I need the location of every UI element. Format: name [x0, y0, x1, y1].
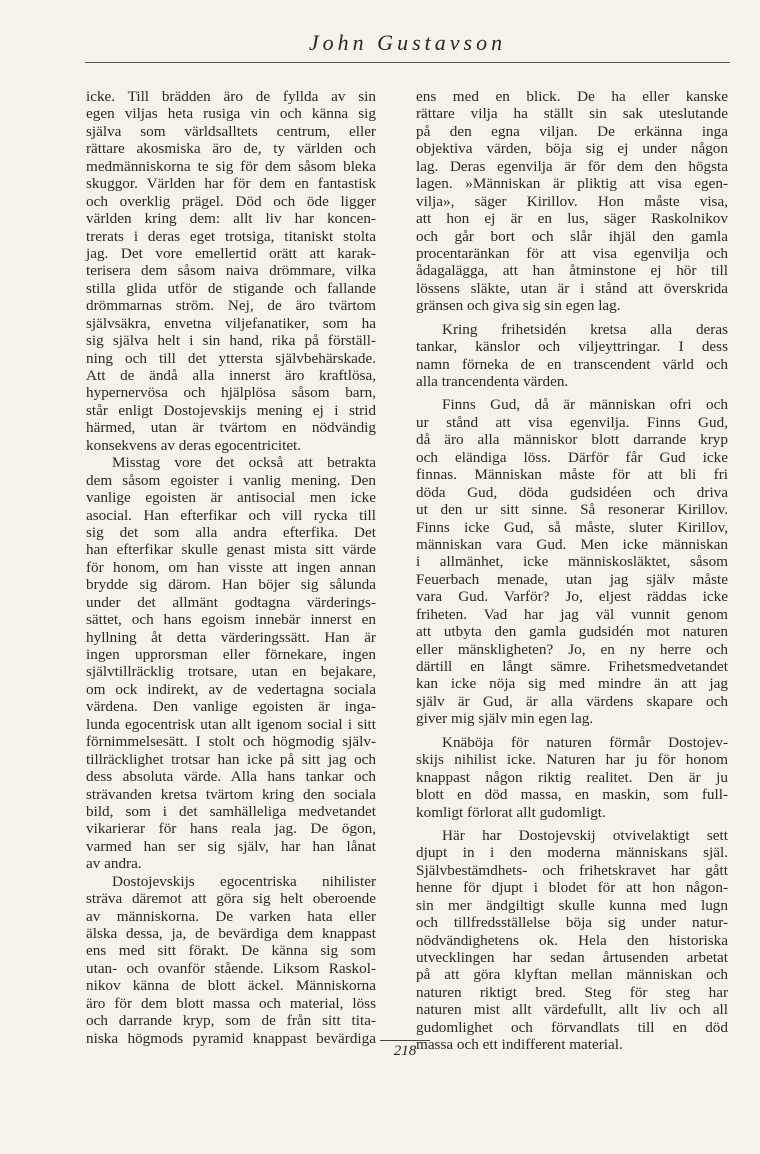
text-line: och overklig prägel. Död och öde ligger	[86, 192, 376, 210]
text-line: trerats i deras eget trotsiga, titaniskt stolta	[86, 227, 376, 245]
text-line: ning och till det yttersta självbehärskade.	[86, 349, 376, 367]
text-line: av andra.	[86, 855, 142, 873]
text-line: för honom, om han visste att ingen annan	[86, 558, 376, 576]
paragraph	[416, 88, 728, 315]
text-line: jag. Det vore emellertid orätt att karak-	[86, 244, 376, 262]
text-line: sträva däremot att göra sig helt oberoende	[86, 890, 376, 908]
text-line: står enligt Dostojevskijs mening ej i strid	[86, 401, 376, 419]
text-line: varmed han ser sig själv, har han lånat	[86, 837, 376, 855]
right-text-column	[416, 88, 728, 1054]
text-line: rättare akosmiska äro de, ty världen och	[86, 140, 376, 158]
text-line: niska högmods pyramid knappast bevärdiga	[86, 1029, 376, 1047]
text-line: lunda egocentrisk utan allt igenom social i sitt	[86, 715, 376, 733]
text-line: Finns Gud, då är människan ofri och	[442, 396, 728, 414]
text-line: värdena. Den vanlige egoisten är inga-	[86, 698, 376, 716]
text-line: vilja», säger Kirillov. Hon måste visa,	[416, 192, 728, 210]
text-line: själv är Gud, är alla värdens skapare och	[416, 692, 728, 710]
text-line: Knäböja för naturen förmår Dostojev-	[442, 733, 728, 751]
text-line: rättare vilja ha ställt sin sak uteslutande	[416, 105, 728, 123]
text-line: knappast någon riktig realitet. Den är ju	[416, 768, 728, 786]
text-line: gudomlighet och förvandlats till en död	[416, 1018, 728, 1036]
text-line: djupt in i den moderna människans själ.	[416, 844, 728, 862]
paragraph	[416, 321, 728, 391]
text-line: brydde sig därom. Han böjer sig sålunda	[86, 576, 376, 594]
text-line: ingen upprorsman eller förnekare, ingen	[86, 646, 376, 663]
text-line: själva som världsalltets centrum, eller	[86, 122, 376, 140]
text-line: tillräcklighet trotsar han icke på sitt jag och	[86, 750, 376, 768]
text-line: nödvändighetens ok. Hela den historiska	[416, 931, 728, 949]
text-line: förnimmelsesätt. I stolt och högmodig själv-	[86, 733, 376, 751]
text-line: sättet, och hans egoism innebär innerst en	[86, 611, 376, 629]
text-line: alla trancendenta värden.	[416, 373, 569, 390]
text-line: drömmarnas ström. Nej, de äro tvärtom	[86, 297, 376, 315]
text-line: om ock indirekt, av de vedertagna sociala	[86, 680, 376, 698]
text-line: gränsen och giva sig sin egen lag.	[416, 297, 621, 315]
text-line: äro för dem blott massa och material, löss	[86, 994, 376, 1012]
text-line: på den egna viljan. De erkänna inga	[416, 122, 728, 140]
paragraph	[86, 454, 376, 873]
text-line: i allmänhet, icke människosläktet, såsom	[416, 553, 728, 571]
text-line: vara Gud. Varför? Jo, eljest räddas icke	[416, 588, 728, 606]
paragraph	[86, 873, 376, 1047]
text-line: då äro alla människor blott darrande kryp	[416, 431, 728, 449]
text-line: sig själva helt i sin hand, rika på förställ-	[86, 332, 376, 350]
text-line: naturen mist allt värdefullt, allt liv och all	[416, 1001, 728, 1019]
text-line: strävanden kretsa tvärtom kring den sociala	[86, 785, 376, 803]
text-line: dess absoluta värde. Alla hans tankar och	[86, 768, 376, 786]
text-line: självsäkra, envetna viljefanatiker, som ha	[86, 314, 376, 332]
text-line: och eländiga löss. Därför får Gud icke	[416, 448, 728, 466]
text-line: ens med sitt förakt. De känna sig som	[86, 942, 376, 960]
text-line: Dostojevskijs egocentriska nihilister	[112, 872, 376, 890]
text-line: han efterfikar skulle genast mista sitt värde	[86, 541, 376, 559]
text-line: älska dessa, ja, de bevärdiga dem knappast	[86, 925, 376, 942]
text-line: tankar, känslor och viljeyttringar. I dess	[416, 338, 728, 356]
running-header	[85, 22, 730, 63]
text-line: hyllning åt detta värderingssätt. Han är	[86, 628, 376, 646]
page-number: 218	[380, 1040, 430, 1060]
running-head-title: John Gustavson	[308, 30, 507, 55]
text-line: eller mänskligheten? Jo, en ny herre och	[416, 640, 728, 658]
text-line: Att de ändå alla innerst äro kraftlösa,	[86, 367, 376, 384]
text-line: sin mer ändgiltigt skulle kunna med lugn	[416, 896, 728, 914]
text-line: Självbestämdhets- och frihetskravet har gått	[416, 861, 728, 879]
text-line: utan- och ovanför stående. Liksom Raskol-	[86, 959, 376, 977]
text-line: härmed, utan är tvärtom en nödvändig	[86, 419, 376, 437]
text-line: medmänniskorna te sig för dem såsom bleka	[86, 157, 376, 175]
text-line: icke. Till brädden äro de fyllda av sin	[86, 88, 376, 105]
text-line: stilla glida utför de stigande och fallande	[86, 279, 376, 297]
text-line: finnas. Människan måste för att bli fri	[416, 466, 728, 484]
text-line: och tillfredsställelse böja sig under natur-	[416, 914, 728, 932]
text-line: lagen. »Människan är pliktig att visa egen-	[416, 175, 728, 193]
text-line: vikarierar för hans reala jag. De ögon,	[86, 820, 376, 838]
text-line: asocial. Han efterfikar och vill rycka till	[86, 506, 376, 524]
text-line: av människorna. De varken hata eller	[86, 907, 376, 925]
text-line: ur stånd att visa egenvilja. Finns Gud,	[416, 413, 728, 431]
text-line: vanlige egoisten är antisocial men icke	[86, 489, 376, 507]
text-line: självtillräcklig trotsare, utan en bejakare,	[86, 663, 376, 681]
text-line: blott en död massa, en maskin, som full-	[416, 786, 728, 804]
text-line: och darrande kryp, som de från sitt tita-	[86, 1012, 376, 1030]
text-line: hypernervösa och hjälplösa såsom barn,	[86, 384, 376, 402]
text-line: terisera dem såsom naiva drömmare, vilka	[86, 262, 376, 280]
text-line: skijs nihilist icke. Naturen har ju för honom	[416, 751, 728, 769]
text-line: objektiva värden, böja sig ej under någon	[416, 140, 728, 158]
text-line: friheten. Vad har jag väl vunnit genom	[416, 605, 728, 623]
text-line: utvecklingen har sedan årtusenden arbetat	[416, 949, 728, 966]
text-line: människan vara Gud. Men icke människan	[416, 535, 728, 553]
text-line: procentaränkan för att visa egenvilja och	[416, 244, 728, 262]
text-line: ut den ur sitt sinne. Så resonerar Kirillov.	[416, 501, 728, 519]
text-line: Här har Dostojevskij otvivelaktigt sett	[442, 826, 728, 844]
text-line: naturen riktigt bred. Steg för steg har	[416, 983, 728, 1001]
text-line: ens med en blick. De ha eller kanske	[416, 88, 728, 105]
text-line: ådagalägga, att han åtminstone ej hör till	[416, 262, 728, 280]
text-line: Misstag vore det också att betrakta	[112, 454, 376, 472]
text-line: giver mig själv min egen lag.	[416, 710, 594, 728]
text-line: lössens släkte, utan är i stånd att överskrida	[416, 279, 728, 297]
text-line: bild, som i det samhälleliga medvetandet	[86, 802, 376, 820]
text-line: nikov känna de blott äckel. Människorna	[86, 977, 376, 995]
text-line: att hon ej är en lus, säger Raskolnikov	[416, 210, 728, 228]
text-line: lag. Deras egenvilja är för dem den högsta	[416, 157, 728, 175]
paragraph	[416, 396, 728, 727]
text-line: Finns icke Gud, så måste, sluter Kirillov,	[416, 518, 728, 536]
paragraph	[86, 88, 376, 454]
text-line: konsekvens av deras egocentricitet.	[86, 436, 302, 454]
text-line: henne för djupt i blodet för att hon någon-	[416, 879, 728, 897]
text-line: skuggor. Världen har för dem en fantastisk	[86, 175, 376, 193]
text-line: massa och ett indifferent material.	[416, 1036, 623, 1054]
text-line: egen viljas heta rusiga vin och känna sig	[86, 105, 376, 123]
paragraph	[416, 734, 728, 821]
text-line: världen kring dem: allt liv har koncen-	[86, 210, 376, 228]
text-line: sig det som alla andra efterfika. Det	[86, 523, 376, 541]
text-line: komligt förlorat allt gudomligt.	[416, 803, 606, 821]
text-line: dem såsom egoister i vanlig mening. Den	[86, 471, 376, 489]
text-line: att utbyta den gamla gudsidén mot naturen	[416, 623, 728, 641]
text-line: på att göra klyftan mellan människan och	[416, 966, 728, 984]
text-line: namn förneka de en transcendent värld och	[416, 355, 728, 373]
text-line: under det allmänt godtagna värderings-	[86, 593, 376, 611]
left-text-column	[86, 88, 376, 1047]
paragraph	[416, 827, 728, 1054]
text-line: kan icke nöja sig med mindre än att jag	[416, 675, 728, 693]
text-line: döda Gud, döda gudsidéen och driva	[416, 483, 728, 501]
text-line: Kring frihetsidén kretsa alla deras	[442, 320, 728, 338]
text-line: därtill en långt sämre. Frihetsmedvetandet	[416, 658, 728, 675]
text-line: Feuerbach menade, utan jag själv måste	[416, 570, 728, 588]
text-line: och går bort och slår ihjäl den gamla	[416, 227, 728, 245]
